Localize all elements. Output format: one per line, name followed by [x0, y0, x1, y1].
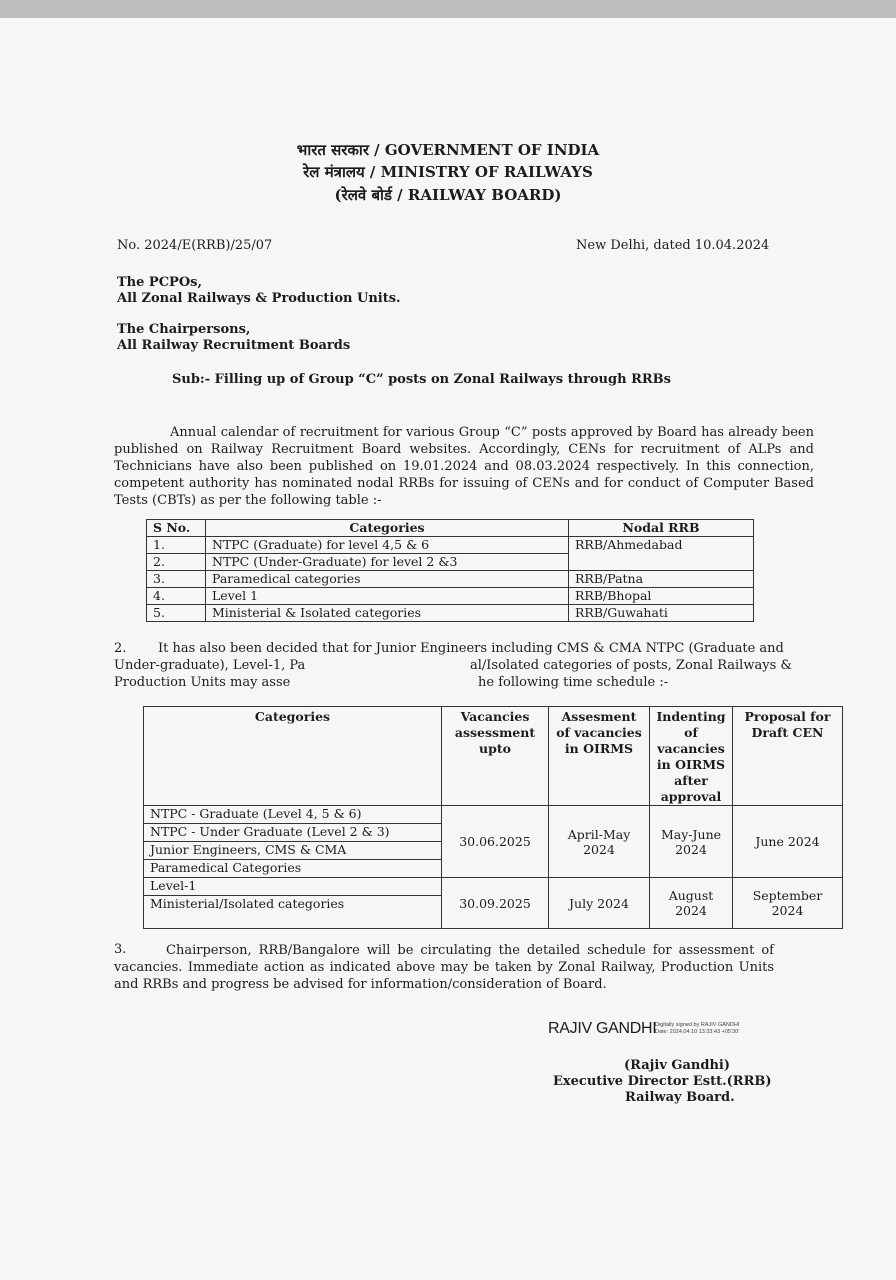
group1-categories [144, 806, 442, 878]
signatory-office: Railway Board. [625, 1090, 735, 1105]
addressee-rrbs: All Railway Recruitment Boards [117, 338, 351, 353]
para2-line1: It has also been decided that for Junior Engineers including CMS & CMA NTPC (Graduate and [158, 641, 784, 656]
nodal-rrb-table [146, 519, 754, 622]
cell-indenting: May-June 2024 [650, 806, 733, 878]
cell-sno: 5. [147, 605, 206, 622]
header-board: (रेलवे बोर्ड / RAILWAY BOARD) [334, 186, 562, 204]
cell-category: NTPC (Under-Graduate) for level 2 &3 [206, 554, 569, 571]
digital-signature-name: RAJIV GANDHI [548, 1020, 657, 1037]
addressee-zonal: All Zonal Railways & Production Units. [117, 291, 401, 306]
para2-line3: Production Units may asse [114, 675, 291, 690]
col-header-sno: S No. [147, 520, 206, 537]
cell-nodal-rrb: RRB/Guwahati [569, 605, 754, 622]
table-row [147, 588, 754, 605]
group2-categories [144, 878, 442, 929]
subject-line: Sub:- Filling up of Group “C” posts on Zonal Railways through RRBs [172, 372, 671, 387]
cell-category: NTPC (Graduate) for level 4,5 & 6 [206, 537, 569, 554]
cell-vacancies-upto: 30.06.2025 [442, 806, 549, 878]
cell-sno: 3. [147, 571, 206, 588]
cell-oirms: July 2024 [549, 878, 650, 929]
cell-category: Level 1 [206, 588, 569, 605]
addressee-pcpos: The PCPOs, [117, 275, 202, 290]
cell-category: Ministerial & Isolated categories [206, 605, 569, 622]
signatory-name: (Rajiv Gandhi) [624, 1058, 731, 1073]
para2-line2: Under-graduate), Level-1, Pa [114, 658, 306, 673]
para2-number: 2. [114, 641, 127, 656]
cell-indenting: August 2024 [650, 878, 733, 929]
signature-meta-line: Date: 2024.04.10 13:33:43 +05'30' [655, 1029, 740, 1035]
cell-category: Paramedical categories [206, 571, 569, 588]
cell-draft-cen: September 2024 [733, 878, 843, 929]
addressee-chairpersons: The Chairpersons, [117, 322, 251, 337]
category-item: NTPC - Graduate (Level 4, 5 & 6) [144, 806, 441, 824]
signatory-designation: Executive Director Estt.(RRB) [553, 1074, 772, 1089]
digital-signature-meta [655, 1022, 739, 1036]
table-row [144, 806, 843, 878]
cell-sno: 1. [147, 537, 206, 554]
category-item: Paramedical Categories [150, 860, 302, 875]
col-header-oirms-assessment: Assesment of vacancies in OIRMS [549, 707, 650, 806]
table-row [147, 571, 754, 588]
cell-nodal-rrb: RRB/Bhopal [569, 588, 754, 605]
cell-nodal-rrb: RRB/Patna [569, 571, 754, 588]
col-header-categories: Categories [144, 707, 442, 806]
table-row [147, 537, 754, 554]
header-government: भारत सरकार / GOVERNMENT OF INDIA [296, 141, 600, 159]
cell-oirms: April-May 2024 [549, 806, 650, 878]
col-header-nodal-rrb: Nodal RRB [569, 520, 754, 537]
date-line: New Delhi, dated 10.04.2024 [576, 238, 770, 253]
cell-draft-cen: June 2024 [733, 806, 843, 878]
col-header-categories: Categories [206, 520, 569, 537]
cell-vacancies-upto: 30.09.2025 [442, 878, 549, 929]
paragraph-3: Chairperson, RRB/Bangalore will be circulating the detailed schedule for assessment of vacancies. Immediate action as indicated above may be taken by Zonal Railway, Production Units and RRBs and progress be advised for information/consideration of Board. [114, 943, 774, 992]
para2-line3-cont: he following time schedule :- [478, 675, 669, 690]
cell-sno: 4. [147, 588, 206, 605]
category-item: Junior Engineers, CMS & CMA [144, 842, 441, 860]
col-header-draft-cen: Proposal for Draft CEN [733, 707, 843, 806]
category-item: Ministerial/Isolated categories [150, 896, 345, 911]
para2-line2-cont: al/Isolated categories of posts, Zonal Railways & [470, 658, 792, 673]
header-ministry: रेल मंत्रालय / MINISTRY OF RAILWAYS [303, 163, 593, 181]
table-row [147, 605, 754, 622]
category-item: Level-1 [144, 878, 441, 896]
col-header-vacancies-upto: Vacancies assessment upto [442, 707, 549, 806]
top-bar [0, 0, 896, 18]
table-row [144, 878, 843, 929]
signature-meta-line: Digitally signed by RAJIV GANDHI [655, 1022, 740, 1028]
category-item: NTPC - Under Graduate (Level 2 & 3) [144, 824, 441, 842]
col-header-indenting: Indenting of vacancies in OIRMS after approval [650, 707, 733, 806]
reference-number: No. 2024/E(RRB)/25/07 [117, 238, 273, 253]
cell-nodal-rrb: RRB/Ahmedabad [569, 537, 754, 571]
table-header-row [147, 520, 754, 537]
para3-number: 3. [114, 942, 127, 957]
time-schedule-table [143, 706, 843, 929]
cell-sno: 2. [147, 554, 206, 571]
paragraph-1: Annual calendar of recruitment for various Group “C” posts approved by Board has already been published on Railway Recruitment Board websites. Accordingly, CENs for recruitment of ALPs and Technicians have also been published on 19.01.2024 and 08.03.2024 respectively. In this connection, competent authority has nominated nodal RRBs for issuing of CENs and for conduct of Computer Based Tests (CBTs) as per the following table :- [114, 425, 814, 508]
table-header-row [144, 707, 843, 806]
